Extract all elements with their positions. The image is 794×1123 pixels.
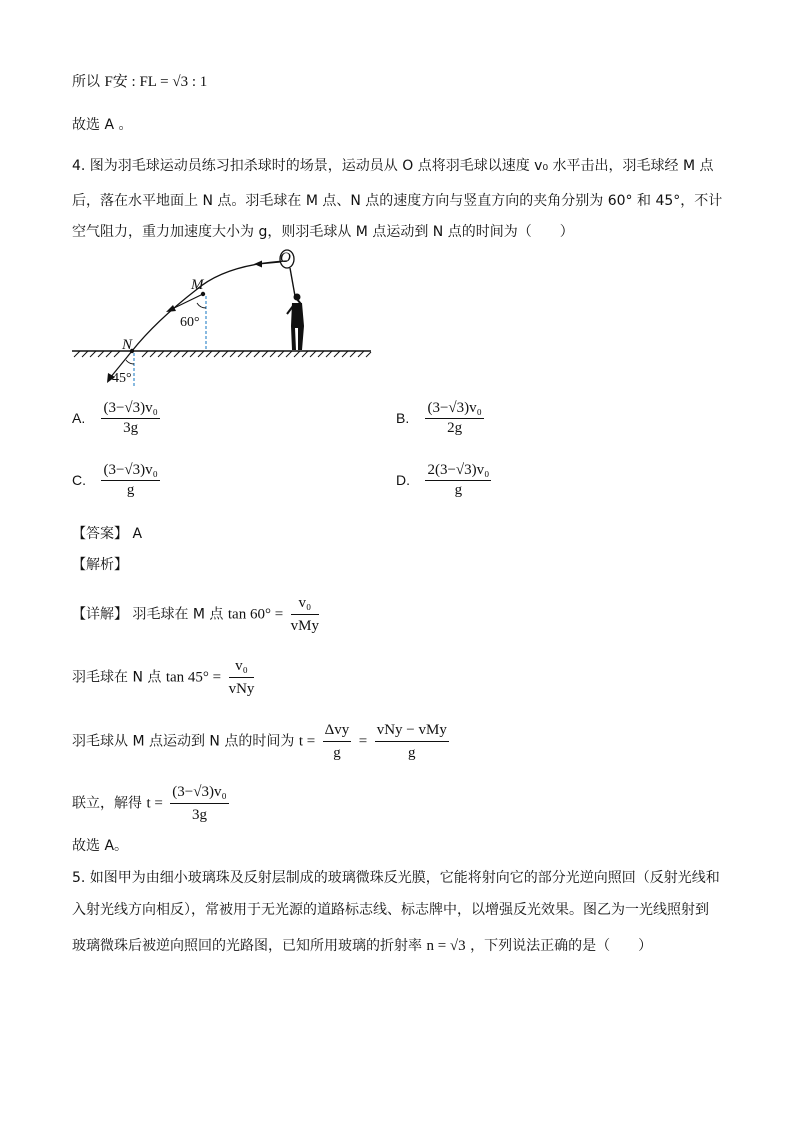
angle-arc-M xyxy=(197,303,206,308)
detail-3-eq: = xyxy=(358,733,368,750)
velocity-arrow-M xyxy=(170,294,203,310)
detail-1-num: v₀ xyxy=(291,593,319,615)
option-D-label: D. xyxy=(396,471,410,488)
q4-stem-line-3: 空气阻力，重力加速度大小为 g，则羽毛球从 M 点运动到 N 点的时间为（ ） xyxy=(72,224,574,240)
prev-prefix: 所以 xyxy=(72,74,100,90)
angle-arc-N xyxy=(126,360,134,364)
q5-line3-math: n = √3 xyxy=(426,938,466,954)
trajectory-curve xyxy=(132,261,287,351)
prev-choose: 故选 A 。 xyxy=(72,117,133,133)
detail-1-lhs: tan 60° = xyxy=(227,606,284,623)
analysis-tag: 【解析】 xyxy=(72,557,128,573)
answer-line xyxy=(72,524,142,544)
q4-choose: 故选 A。 xyxy=(72,838,129,854)
angle-label-45: 45° xyxy=(112,371,132,386)
option-A-num: (3−√3)v₀ xyxy=(101,400,159,419)
option-C[interactable] xyxy=(72,462,163,499)
option-A-den: 3g xyxy=(123,420,139,436)
detail-2-lhs: tan 45° = xyxy=(165,669,222,686)
prev-ratio-line xyxy=(72,72,207,92)
option-B-label: B. xyxy=(396,409,410,426)
q5-line3-suffix: ，下列说法正确的是（ ） xyxy=(470,938,653,954)
v0-arrowhead xyxy=(254,261,262,268)
detail-3-den1: g xyxy=(333,745,341,761)
q4-stem-line-2: 后，落在水平地面上 N 点。羽毛球在 M 点、N 点的速度方向与竖直方向的夹角分别为 60° 和 45°，不计 xyxy=(72,193,723,209)
angle-label-60: 60° xyxy=(180,315,200,330)
q5-stem-line-3 xyxy=(72,936,652,956)
detail-line-3 xyxy=(72,720,452,763)
answer-value: A xyxy=(132,526,143,542)
label-M: M xyxy=(191,277,204,293)
option-A-label: A. xyxy=(72,409,86,426)
detail-1-text: 羽毛球在 M 点 xyxy=(132,606,224,623)
q4-figure xyxy=(66,246,386,392)
answer-tag: 【答案】 xyxy=(72,526,128,542)
option-A[interactable] xyxy=(72,400,163,437)
option-D[interactable] xyxy=(396,462,494,499)
q5-stem-line-2: 入射光线方向相反），常被用于无光源的道路标志线、标志牌中，以增强反光效果。图乙为一光线照射到 xyxy=(72,902,709,918)
detail-4-text: 联立，解得 xyxy=(72,795,142,812)
detail-3-text: 羽毛球从 M 点运动到 N 点的时间为 xyxy=(72,733,295,750)
detail-3-num2: vNy − vMy xyxy=(375,720,449,742)
detail-tag: 【详解】 xyxy=(72,606,128,623)
detail-4-num: (3−√3)v₀ xyxy=(170,782,228,804)
detail-line-4 xyxy=(72,782,232,825)
detail-1-den: vMy xyxy=(290,618,319,634)
q5-line3-prefix: 玻璃微珠后被逆向照回的光路图，已知所用玻璃的折射率 xyxy=(72,938,422,954)
option-B[interactable] xyxy=(396,400,487,437)
detail-4-den: 3g xyxy=(192,807,207,823)
ground-hatch xyxy=(74,351,371,357)
label-O: O xyxy=(280,250,291,266)
option-C-num: (3−√3)v₀ xyxy=(101,462,159,481)
detail-2-den: vNy xyxy=(228,681,255,697)
detail-3-num1: Δvy xyxy=(323,720,352,742)
option-D-num: 2(3−√3)v₀ xyxy=(425,462,491,481)
detail-3-lhs: t = xyxy=(298,733,316,750)
detail-line-1 xyxy=(72,593,322,636)
option-C-den: g xyxy=(126,482,135,498)
prev-ratio: F安 : FL = √3 : 1 xyxy=(104,74,208,90)
detail-3-den2: g xyxy=(408,745,416,761)
option-B-num: (3−√3)v₀ xyxy=(425,400,483,419)
option-C-label: C. xyxy=(72,471,86,488)
detail-2-num: v₀ xyxy=(229,656,255,678)
option-D-den: g xyxy=(454,482,463,498)
q4-stem-line-1: 4. 图为羽毛球运动员练习扣杀球时的场景，运动员从 O 点将羽毛球以速度 v₀ 水平击出，羽毛球经 M 点 xyxy=(72,158,714,174)
velocity-arrowhead-M xyxy=(166,305,176,312)
detail-line-2 xyxy=(72,656,257,699)
q5-stem-line-1: 5. 如图甲为由细小玻璃珠及反射层制成的玻璃微珠反光膜，它能将射向它的部分光逆向照回（反射光线和 xyxy=(72,870,720,886)
label-N: N xyxy=(122,337,133,353)
detail-4-lhs: t = xyxy=(146,795,163,812)
detail-2-text: 羽毛球在 N 点 xyxy=(72,669,162,686)
option-B-den: 2g xyxy=(447,420,463,436)
